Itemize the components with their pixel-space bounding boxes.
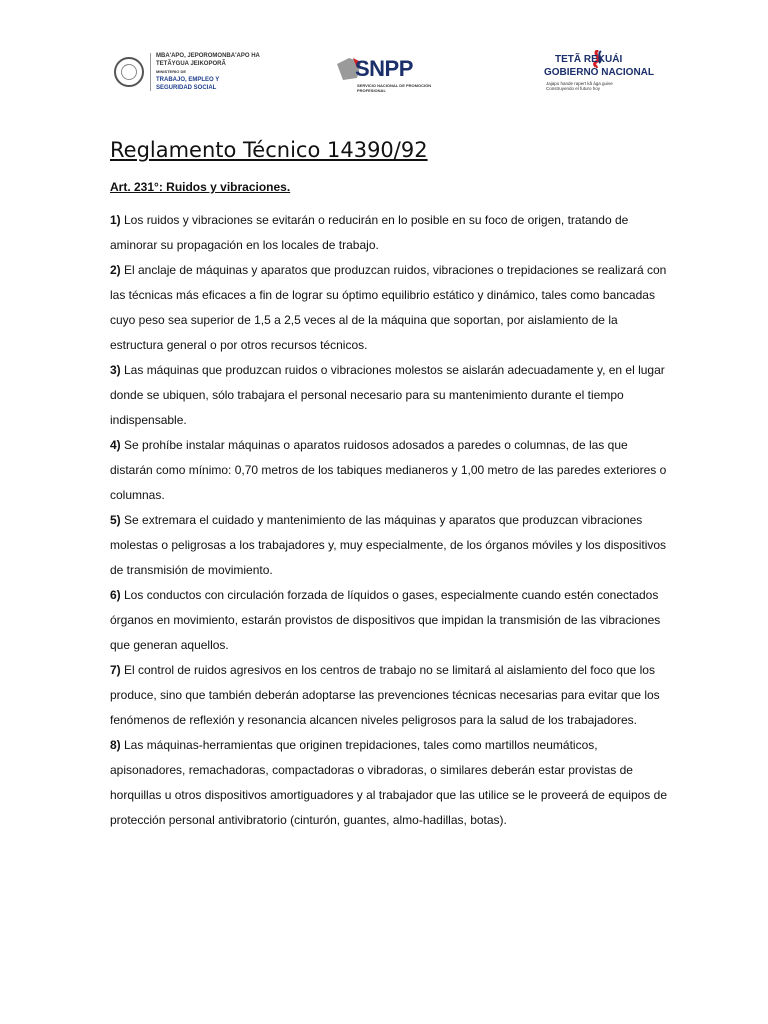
paragraph-number: 4): [110, 438, 121, 452]
paragraph-8: [110, 733, 670, 833]
mtess-line-1: MBA'APO, JEPOROMONBA'APO HA: [156, 53, 260, 59]
snpp-name: SNPP: [355, 56, 413, 81]
paragraph-text: El control de ruidos agresivos en los centros de trabajo no se limitará al aislamiento del foco que los produce, sino que también deberán adoptarse las prevenciones técnicas necesarias para evitar que los fenómenos de reflexión y resonancia alcancen niveles peligrosos para la salud de los trabajadores.: [110, 663, 660, 727]
gobierno-line-2: GOBIERNO NACIONAL: [544, 67, 654, 78]
mtess-logo: [114, 48, 274, 96]
paragraph-2: [110, 258, 670, 358]
gobierno-tagline: Jajapo hande rapert kã ága guive Construyendo el futuro hoy: [546, 81, 613, 91]
paragraph-text: Los conductos con circulación forzada de líquidos o gases, especialmente cuando estén conectados órganos en movimiento, estarán provistos de dispositivos que impidan la transmisión de las vibraciones que generan aquellos.: [110, 588, 661, 652]
document-header: [0, 0, 768, 110]
paragraph-5: [110, 508, 670, 583]
mtess-line-5: SEGURIDAD SOCIAL: [156, 85, 217, 91]
national-seal-icon: [114, 57, 144, 87]
paragraph-number: 5): [110, 513, 121, 527]
gobierno-nacional-logo: [540, 50, 660, 98]
gobierno-line-1: TETÃ REKUÁI: [555, 54, 623, 65]
paragraph-text: El anclaje de máquinas y aparatos que produzcan ruidos, vibraciones o trepidaciones se realizará con las técnicas más eficaces a fin de lograr su óptimo equilibrio estático y dinámico, tales como bancadas cuyo peso sea superior de 1,5 a 2,5 veces al de la máquina que soportan, por aislamiento de la estructura general o por otros recursos técnicos.: [110, 263, 667, 352]
paragraph-list: [110, 208, 670, 833]
paragraph-3: [110, 358, 670, 433]
document-title: Reglamento Técnico 14390/92: [110, 138, 428, 162]
mtess-line-3: MINISTERIO DE: [156, 69, 187, 74]
mtess-line-2: TETÃYGUA JEIKOPORÃ: [156, 61, 226, 67]
paragraph-number: 2): [110, 263, 121, 277]
paragraph-text: Las máquinas-herramientas que originen trepidaciones, tales como martillos neumáticos, apisonadores, remachadoras, compactadoras o vibradoras, o similares deberán estar provistas de horquillas u otros dispositivos amortiguadores y al trabajador que las utilice se le proveerá de equipos de protección personal antivibratorio (cinturón, guantes, almo-hadillas, botas).: [110, 738, 667, 827]
paragraph-number: 6): [110, 588, 121, 602]
paragraph-text: Se prohíbe instalar máquinas o aparatos ruidosos adosados a paredes o columnas, de las que distarán como mínimo: 0,70 metros de los tabiques medianeros y 1,00 metro de las paredes exteriores o columnas.: [110, 438, 667, 502]
paragraph-number: 3): [110, 363, 121, 377]
paragraph-1: [110, 208, 670, 258]
article-heading: Art. 231°: Ruidos y vibraciones.: [110, 180, 291, 194]
paragraph-4: [110, 433, 670, 508]
mtess-line-4: TRABAJO, EMPLEO Y: [156, 77, 220, 83]
paragraph-7: [110, 658, 670, 733]
paragraph-number: 7): [110, 663, 121, 677]
paragraph-text: Los ruidos y vibraciones se evitarán o reducirán en lo posible en su foco de origen, tratando de aminorar su propagación en los locales de trabajo.: [110, 213, 629, 252]
paragraph-text: Se extremara el cuidado y mantenimiento de las máquinas y aparatos que produzcan vibraciones molestas o peligrosas a los trabajadores y, muy especialmente, de los órganos móviles y los dispositivos de transmisión de movimiento.: [110, 513, 667, 577]
document-body: [110, 138, 670, 833]
paragraph-6: [110, 583, 670, 658]
snpp-subtitle: SERVICIO NACIONAL DE PROMOCIÓN PROFESIONAL: [357, 83, 432, 93]
paragraph-text: Las máquinas que produzcan ruidos o vibraciones molestos se aislarán adecuadamente y, en el lugar donde se ubiquen, sólo trabajara el personal necesario para su mantenimiento durante el tiempo indispensable.: [110, 363, 665, 427]
snpp-logo: [335, 52, 435, 98]
paragraph-number: 1): [110, 213, 121, 227]
paragraph-number: 8): [110, 738, 121, 752]
